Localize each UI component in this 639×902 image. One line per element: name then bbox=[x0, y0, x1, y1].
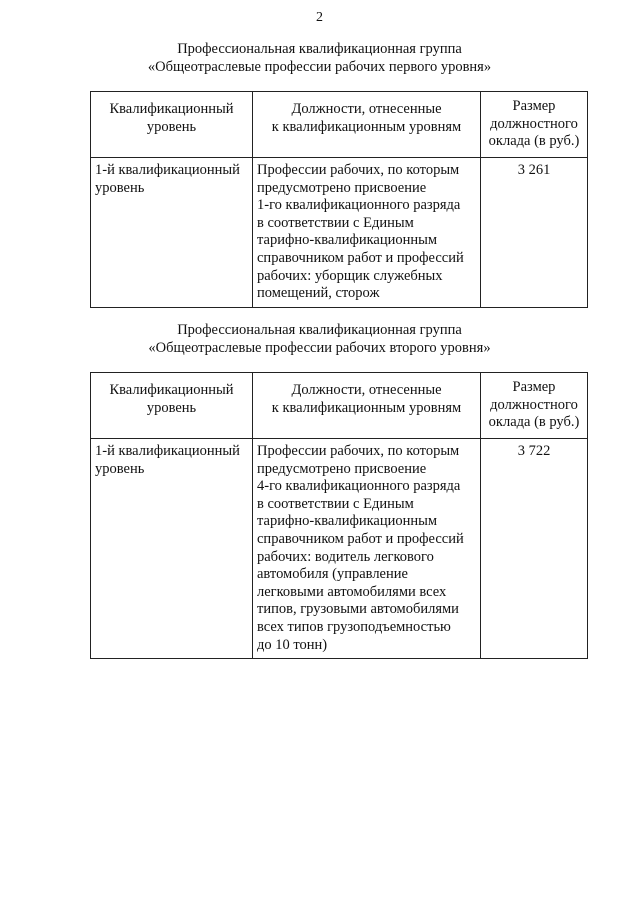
cell-salary bbox=[481, 158, 588, 308]
cell-line: тарифно-квалификационным bbox=[257, 513, 438, 530]
section-title-line: Профессиональная квалификационная группа bbox=[177, 322, 462, 338]
cell-line: всех типов грузоподъемностью bbox=[257, 618, 451, 635]
cell-line: предусмотрено присвоение bbox=[257, 179, 427, 196]
cell-line: до 10 тонн) bbox=[257, 636, 328, 653]
qualification-table-2 bbox=[90, 372, 588, 659]
table-row bbox=[91, 439, 588, 659]
cell-positions bbox=[253, 439, 481, 659]
cell-line: в соответствии с Единым bbox=[257, 214, 414, 231]
header-line: Должности, отнесенные bbox=[291, 382, 442, 398]
section-title-line: «Общеотраслевые профессии рабочих второго уровня» bbox=[148, 340, 491, 356]
cell-line: автомобиля (управление bbox=[257, 566, 408, 583]
header-level bbox=[91, 373, 253, 439]
header-line: оклада (в руб.) bbox=[488, 414, 580, 431]
cell-line: Профессии рабочих, по которым bbox=[257, 162, 460, 178]
header-line: к квалификационным уровням bbox=[271, 399, 462, 416]
header-line: Размер bbox=[512, 379, 556, 395]
section-title-line: «Общеотраслевые профессии рабочих первого уровня» bbox=[147, 59, 492, 75]
header-salary bbox=[481, 373, 588, 439]
cell-line: предусмотрено присвоение bbox=[257, 460, 427, 477]
cell-line: тарифно-квалификационным bbox=[257, 232, 438, 249]
header-line: оклада (в руб.) bbox=[488, 133, 580, 150]
header-positions bbox=[253, 92, 481, 158]
salary-value: 3 722 bbox=[517, 443, 551, 459]
header-line: Должности, отнесенные bbox=[291, 101, 442, 117]
cell-line: Профессии рабочих, по которым bbox=[257, 443, 460, 459]
header-line: к квалификационным уровням bbox=[271, 118, 462, 135]
header-level bbox=[91, 92, 253, 158]
table-header-row bbox=[91, 373, 588, 439]
cell-line: 1-й квалификационный bbox=[95, 443, 240, 459]
cell-positions bbox=[253, 158, 481, 308]
header-line: уровень bbox=[146, 118, 197, 135]
header-positions bbox=[253, 373, 481, 439]
header-line: Квалификационный bbox=[109, 382, 234, 398]
header-line: уровень bbox=[146, 399, 197, 416]
cell-line: 4-го квалификационного разряда bbox=[257, 478, 461, 495]
section-1-title bbox=[0, 40, 639, 76]
header-line: Размер bbox=[512, 98, 556, 114]
table-header-row bbox=[91, 92, 588, 158]
cell-line: рабочих: водитель легкового bbox=[257, 548, 434, 565]
cell-line: справочником работ и профессий bbox=[257, 530, 464, 547]
cell-line: уровень bbox=[95, 460, 145, 477]
cell-line: справочником работ и профессий bbox=[257, 249, 464, 266]
qualification-table-1 bbox=[90, 91, 588, 308]
header-line: должностного bbox=[490, 396, 578, 413]
cell-line: в соответствии с Единым bbox=[257, 495, 414, 512]
cell-line: уровень bbox=[95, 179, 145, 196]
page-number: 2 bbox=[316, 10, 323, 25]
cell-level bbox=[91, 439, 253, 659]
header-salary bbox=[481, 92, 588, 158]
cell-line: рабочих: уборщик служебных bbox=[257, 267, 443, 284]
header-line: Квалификационный bbox=[109, 101, 234, 117]
cell-line: легковыми автомобилями всех bbox=[257, 583, 447, 600]
table-row bbox=[91, 158, 588, 308]
salary-value: 3 261 bbox=[517, 162, 551, 178]
cell-line: типов, грузовыми автомобилями bbox=[257, 601, 459, 618]
cell-line: помещений, сторож bbox=[257, 285, 380, 302]
cell-line: 1-го квалификационного разряда bbox=[257, 197, 461, 214]
cell-line: 1-й квалификационный bbox=[95, 162, 240, 178]
cell-salary bbox=[481, 439, 588, 659]
cell-level bbox=[91, 158, 253, 308]
section-title-line: Профессиональная квалификационная группа bbox=[177, 41, 462, 57]
section-2-title bbox=[0, 321, 639, 357]
header-line: должностного bbox=[490, 115, 578, 132]
